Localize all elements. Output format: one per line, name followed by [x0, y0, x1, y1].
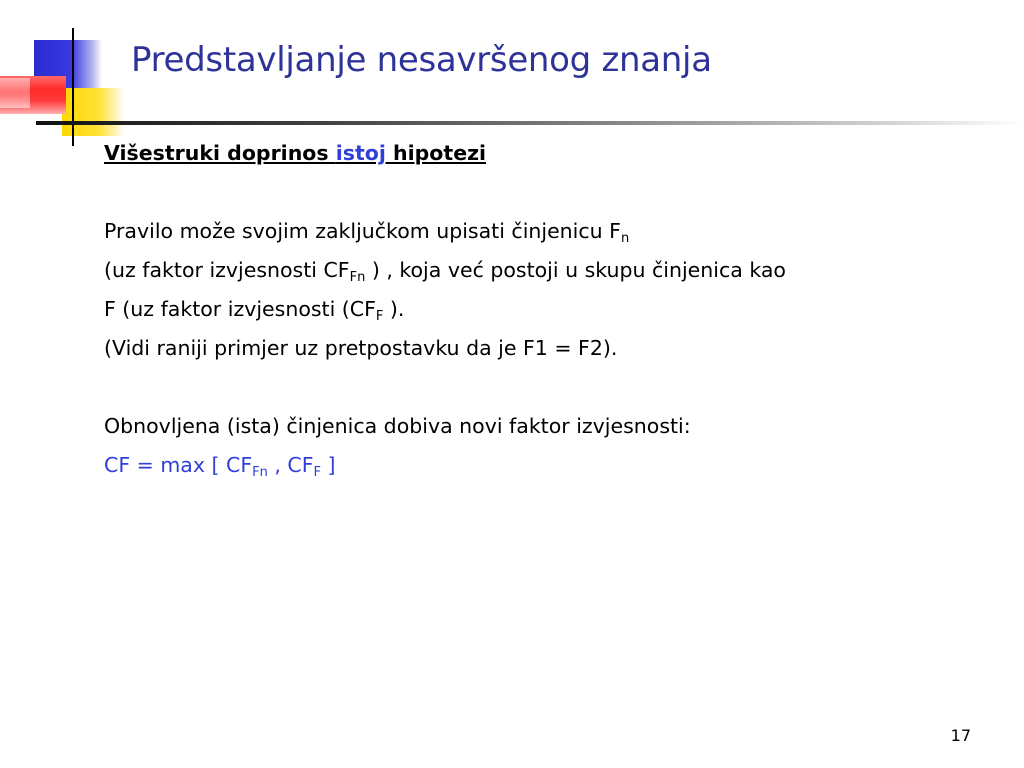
- subscript: Fn: [349, 270, 366, 285]
- heading-part-1: Višestruki doprinos: [104, 141, 336, 165]
- slide-body: [104, 134, 1004, 485]
- text: ]: [320, 453, 336, 477]
- paragraph-1-line-2: [104, 251, 1004, 290]
- text: CF = max [ CF: [104, 453, 253, 477]
- paragraph-2-line-1: Obnovljena (ista) činjenica dobiva novi faktor izvjesnosti:: [104, 414, 691, 438]
- section-heading: [104, 134, 1004, 173]
- paragraph-1-line-3: [104, 290, 1004, 329]
- text: Pravilo može svojim zaključkom upisati činjenicu F: [104, 219, 621, 243]
- heading-highlight: istoj: [335, 141, 394, 165]
- text: ) , koja već postoji u skupu činjenica kao: [365, 258, 786, 282]
- subscript: F: [313, 465, 321, 480]
- cf-formula: [104, 446, 1004, 485]
- heading-part-3: hipotezi: [393, 141, 487, 165]
- subscript: Fn: [252, 465, 268, 480]
- text: ).: [383, 297, 405, 321]
- paragraph-1-line-4: (Vidi raniji primjer uz pretpostavku da je F1 = F2).: [104, 336, 618, 360]
- text: , CF: [267, 453, 314, 477]
- subscript: n: [620, 231, 630, 246]
- subscript: F: [375, 309, 384, 324]
- logo-vertical-line: [72, 28, 74, 146]
- slide-title: Predstavljanje nesavršenog znanja: [131, 40, 712, 80]
- page-number: 17: [950, 726, 971, 745]
- title-underline-rule: [36, 121, 1024, 125]
- logo-red-highlight: [0, 78, 30, 108]
- text: (uz faktor izvjesnosti CF: [104, 258, 350, 282]
- paragraph-1-line-1: [104, 212, 1004, 251]
- text: F (uz faktor izvjesnosti (CF: [104, 297, 376, 321]
